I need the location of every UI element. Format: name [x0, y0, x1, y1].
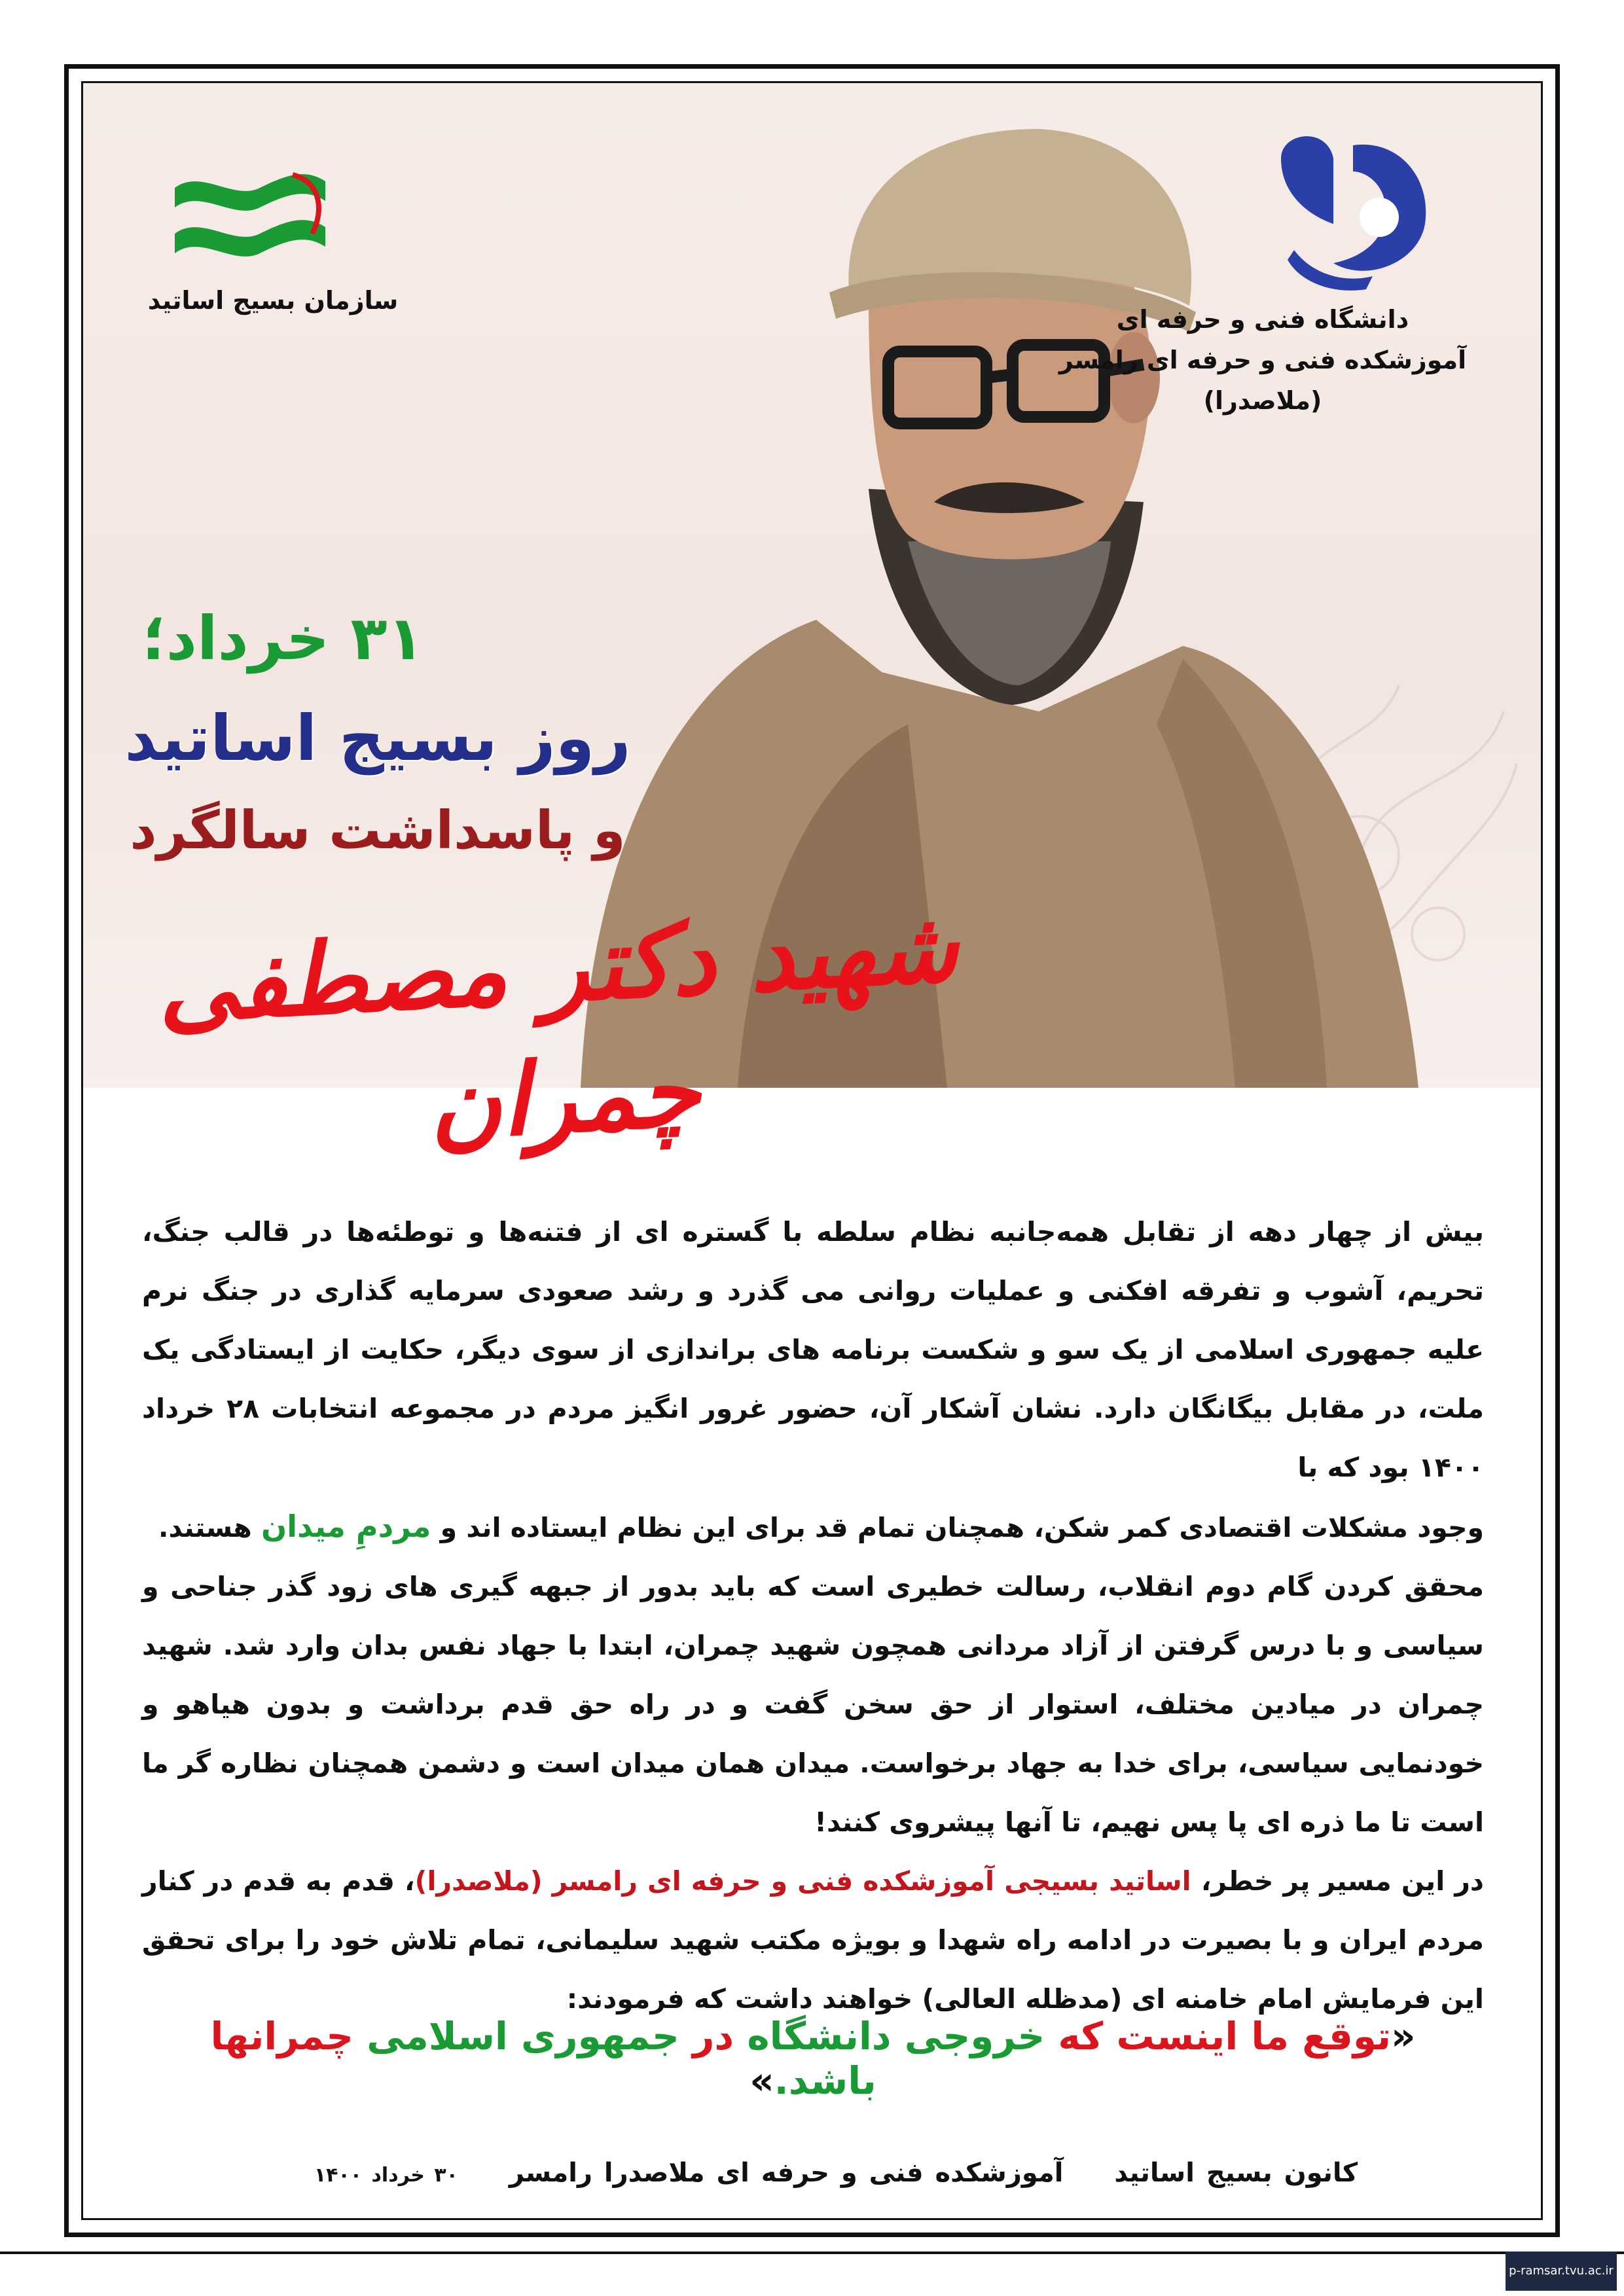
- footer-unit: کانون بسیج اساتید: [1114, 2158, 1358, 2188]
- quote-part-2: خروجی دانشگاه: [747, 2014, 1045, 2058]
- highlight-basij-professors: اساتید بسیجی آموزشکده فنی و حرفه ای رامسر (ملاصدرا): [414, 1865, 1191, 1897]
- university-line-1: دانشگاه فنی و حرفه ای: [1116, 305, 1409, 334]
- quote-part-5: [353, 2014, 367, 2058]
- university-name: [1034, 299, 1492, 421]
- martyr-name-calligraphy: شهید دکتر مصطفی چمران: [154, 888, 961, 1162]
- footer-institution: آموزشکده فنی و حرفه ای ملاصدرا رامسر: [509, 2158, 1064, 2188]
- paragraph-3: محقق کردن گام دوم انقلاب، رسالت خطیری است که باید بدور از جبهه گیری های زود گذر جناحی و سیاسی و با درس گرفتن از آزاد مردانی همچون شهید چمران، ابتدا با جهاد نفس بدان وارد شد. شهید چمران در میادین مختلف، استوار از حق سخن گفت و در راه حق قدم برداشت و بدون هیاهو و خودنمایی سیاسی، برای خدا به جهاد برخواست. میدان همان میدان است و دشمن همچنان نظاره گر ما است تا ما ذره ای پا پس نهیم، تا آنها پیشروی کنند!: [142, 1571, 1484, 1838]
- poster: [81, 81, 1543, 2220]
- quote-part-4: جمهوری اسلامی: [367, 2014, 679, 2058]
- title-basij-day: روز بسیج اساتید: [124, 702, 631, 775]
- paragraph-4: [142, 1852, 1484, 2028]
- quote-open-mark: «: [1391, 2014, 1416, 2058]
- quote-part-7: باشد.: [774, 2058, 876, 2103]
- highlight-people-of-field: مردمِ میدان: [261, 1509, 431, 1544]
- paragraph-2: [142, 1497, 1484, 1557]
- bottom-divider: [0, 2251, 1624, 2254]
- paragraph-2-start: وجود مشکلات اقتصادی کمر شکن، همچنان تمام قد برای این نظام ایستاده اند و: [431, 1512, 1484, 1543]
- statement-body: [142, 1202, 1484, 2028]
- paragraph-2-end: هستند.: [158, 1512, 262, 1543]
- quote-close-mark: »: [749, 2058, 774, 2103]
- leader-quote: [142, 2014, 1484, 2103]
- paragraph-1: بیش از چهار دهه از تقابل همه‌جانبه نظام سلطه با گستره ای از فتنه‌ها و توطئه‌ها در قالب جنگ، تحریم، آشوب و تفرقه افکنی و عملیات روانی می گذرد و رشد صعودی سرمایه گذاری در جنگ نرم علیه جمهوری اسلامی از یک سو و شکست برنامه های براندازی از سوی دیگر، حکایت از ایستادگی یک ملت، در مقابل بیگانگان دارد. نشان آشکار آن، حضور غرور انگیز مردم در مجموعه انتخابات ۲۸ خرداد ۱۴۰۰ بود که با: [142, 1216, 1484, 1483]
- paragraph-4-start: در این مسیر پر خطر،: [1191, 1865, 1484, 1897]
- title-anniversary: و پاسداشت سالگرد: [130, 800, 626, 861]
- university-line-2: آموزشکده فنی و حرفه ای رامسر: [1058, 346, 1467, 374]
- paragraph-4-end: ، قدم به قدم در کنار مردم ایران و با بصیرت در ادامه راه شهدا و بویژه مکتب شهید سلیمانی، تمام تلاش خود را برای تحقق این فرمایش امام خامنه ای (مدظله العالی) خواهند داشت که فرمودند:: [142, 1865, 1484, 2015]
- date-heading: ۳۱ خرداد؛: [142, 603, 424, 673]
- basij-organization-logo-icon: [162, 162, 338, 279]
- quote-part-6: چمرانها: [210, 2014, 353, 2058]
- university-line-3: (ملاصدرا): [1203, 386, 1322, 415]
- footer-date: ۳۰ خرداد ۱۴۰۰: [314, 2164, 458, 2187]
- university-logo-icon: [1255, 119, 1451, 296]
- site-badge[interactable]: p-ramsar.tvu.ac.ir: [1506, 2251, 1617, 2291]
- organization-name: سازمان بسیج اساتید: [147, 286, 399, 315]
- footer-signature: [280, 2158, 1392, 2188]
- quote-part-3: در: [679, 2014, 748, 2058]
- quote-part-1: توقع ما اینست که: [1045, 2014, 1392, 2058]
